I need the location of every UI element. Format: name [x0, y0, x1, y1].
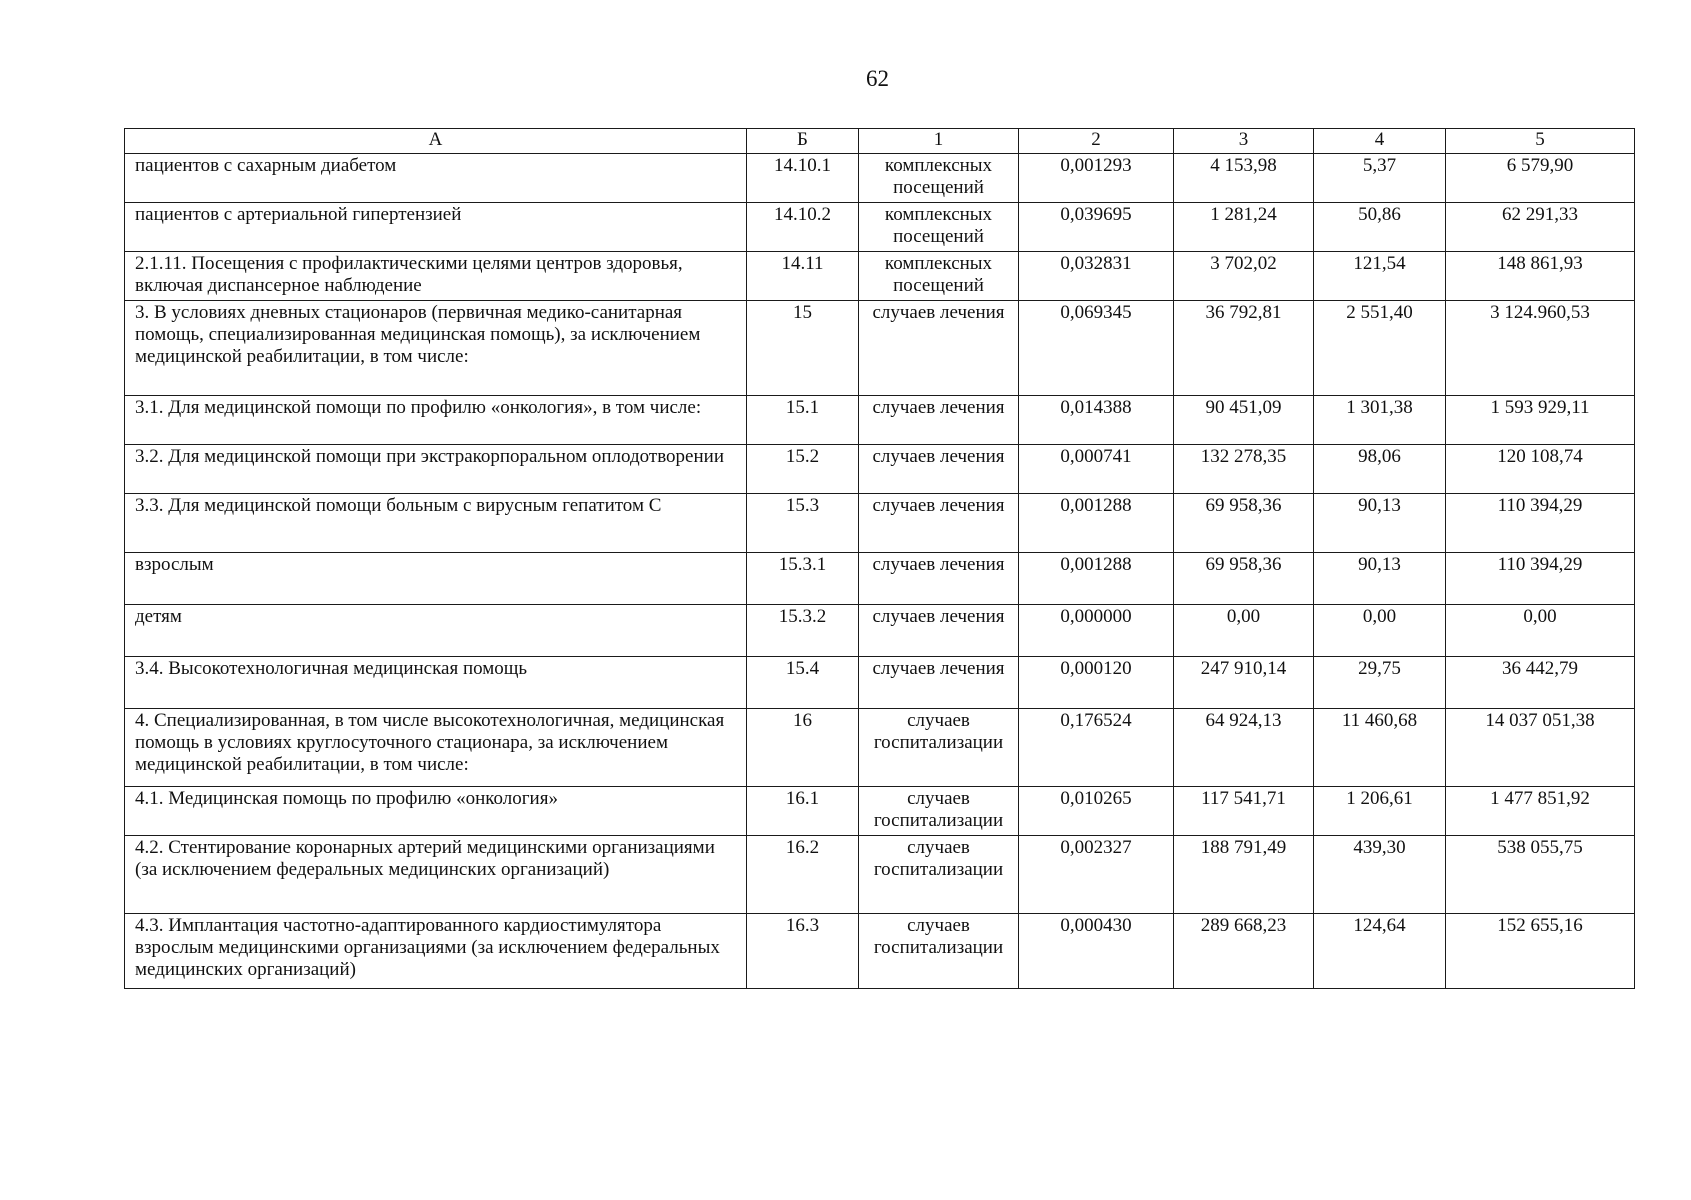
row-name: детям	[125, 605, 747, 657]
row-unit: случаев лечения	[859, 553, 1019, 605]
row-unit: случаев лечения	[859, 396, 1019, 445]
row-value-3: 64 924,13	[1174, 709, 1314, 787]
table-row	[125, 709, 1635, 787]
row-value-2: 0,176524	[1019, 709, 1174, 787]
row-name: пациентов с артериальной гипертензией	[125, 203, 747, 252]
row-code: 15.3	[747, 494, 859, 553]
row-value-5: 3 124.960,53	[1446, 301, 1635, 396]
row-name: 3.4. Высокотехнологичная медицинская помощь	[125, 657, 747, 709]
row-code: 16.1	[747, 787, 859, 836]
header-col-4: 4	[1314, 129, 1446, 154]
row-value-2: 0,000120	[1019, 657, 1174, 709]
row-unit: комплексных посещений	[859, 154, 1019, 203]
row-value-4: 1 301,38	[1314, 396, 1446, 445]
row-code: 15.4	[747, 657, 859, 709]
row-value-4: 124,64	[1314, 914, 1446, 989]
table-row	[125, 203, 1635, 252]
header-col-b: Б	[747, 129, 859, 154]
row-name: 3.1. Для медицинской помощи по профилю «онкология», в том числе:	[125, 396, 747, 445]
row-value-5: 152 655,16	[1446, 914, 1635, 989]
header-col-5: 5	[1446, 129, 1635, 154]
row-value-5: 36 442,79	[1446, 657, 1635, 709]
row-value-5: 14 037 051,38	[1446, 709, 1635, 787]
row-code: 16.2	[747, 836, 859, 914]
header-col-2: 2	[1019, 129, 1174, 154]
table-row	[125, 396, 1635, 445]
row-code: 15.2	[747, 445, 859, 494]
row-value-5: 110 394,29	[1446, 553, 1635, 605]
row-value-4: 1 206,61	[1314, 787, 1446, 836]
row-value-4: 5,37	[1314, 154, 1446, 203]
table-row	[125, 154, 1635, 203]
row-value-5: 0,00	[1446, 605, 1635, 657]
row-value-5: 6 579,90	[1446, 154, 1635, 203]
row-value-3: 69 958,36	[1174, 553, 1314, 605]
row-value-2: 0,069345	[1019, 301, 1174, 396]
row-value-3: 4 153,98	[1174, 154, 1314, 203]
row-unit: случаев госпитализации	[859, 836, 1019, 914]
row-value-3: 69 958,36	[1174, 494, 1314, 553]
row-unit: комплексных посещений	[859, 252, 1019, 301]
row-value-3: 3 702,02	[1174, 252, 1314, 301]
row-value-5: 120 108,74	[1446, 445, 1635, 494]
row-value-2: 0,039695	[1019, 203, 1174, 252]
row-code: 15.3.2	[747, 605, 859, 657]
row-code: 16	[747, 709, 859, 787]
row-value-2: 0,000000	[1019, 605, 1174, 657]
row-unit: комплексных посещений	[859, 203, 1019, 252]
row-name: пациентов с сахарным диабетом	[125, 154, 747, 203]
table-row	[125, 657, 1635, 709]
row-code: 14.10.2	[747, 203, 859, 252]
row-name: 4.2. Стентирование коронарных артерий медицинскими организациями (за исключением федеральных медицинских организаций)	[125, 836, 747, 914]
row-unit: случаев лечения	[859, 657, 1019, 709]
table-row	[125, 836, 1635, 914]
row-name: 3. В условиях дневных стационаров (первичная медико-санитарная помощь, специализированная медицинская помощь), за исключением медицинской реабилитации, в том числе:	[125, 301, 747, 396]
row-value-3: 188 791,49	[1174, 836, 1314, 914]
header-col-1: 1	[859, 129, 1019, 154]
row-value-4: 11 460,68	[1314, 709, 1446, 787]
table-header-row	[125, 129, 1635, 154]
table-row	[125, 494, 1635, 553]
row-name: 4.3. Имплантация частотно-адаптированного кардиостимулятора взрослым медицинскими организациями (за исключением федеральных медицинских организаций)	[125, 914, 747, 989]
row-value-2: 0,001288	[1019, 553, 1174, 605]
row-name: 3.3. Для медицинской помощи больным с вирусным гепатитом С	[125, 494, 747, 553]
row-value-4: 121,54	[1314, 252, 1446, 301]
row-unit: случаев лечения	[859, 445, 1019, 494]
row-value-5: 1 477 851,92	[1446, 787, 1635, 836]
row-code: 15.3.1	[747, 553, 859, 605]
table-row	[125, 787, 1635, 836]
table-row	[125, 605, 1635, 657]
row-unit: случаев госпитализации	[859, 787, 1019, 836]
row-value-4: 90,13	[1314, 494, 1446, 553]
row-value-4: 2 551,40	[1314, 301, 1446, 396]
table-row	[125, 914, 1635, 989]
table-row	[125, 553, 1635, 605]
row-value-4: 29,75	[1314, 657, 1446, 709]
row-value-2: 0,032831	[1019, 252, 1174, 301]
row-value-5: 110 394,29	[1446, 494, 1635, 553]
row-code: 15.1	[747, 396, 859, 445]
row-value-2: 0,000430	[1019, 914, 1174, 989]
row-value-2: 0,001293	[1019, 154, 1174, 203]
row-unit: случаев лечения	[859, 605, 1019, 657]
row-unit: случаев госпитализации	[859, 709, 1019, 787]
page-number: 62	[866, 66, 889, 91]
row-name: 4.1. Медицинская помощь по профилю «онкология»	[125, 787, 747, 836]
row-value-4: 90,13	[1314, 553, 1446, 605]
row-value-3: 90 451,09	[1174, 396, 1314, 445]
row-code: 14.10.1	[747, 154, 859, 203]
row-name: взрослым	[125, 553, 747, 605]
row-value-5: 1 593 929,11	[1446, 396, 1635, 445]
row-value-2: 0,002327	[1019, 836, 1174, 914]
row-value-3: 117 541,71	[1174, 787, 1314, 836]
table-row	[125, 252, 1635, 301]
row-value-4: 50,86	[1314, 203, 1446, 252]
row-value-3: 247 910,14	[1174, 657, 1314, 709]
row-name: 3.2. Для медицинской помощи при экстракорпоральном оплодотворении	[125, 445, 747, 494]
row-value-2: 0,010265	[1019, 787, 1174, 836]
row-value-3: 132 278,35	[1174, 445, 1314, 494]
row-value-2: 0,001288	[1019, 494, 1174, 553]
row-value-5: 148 861,93	[1446, 252, 1635, 301]
row-value-2: 0,000741	[1019, 445, 1174, 494]
header-col-a: А	[125, 129, 747, 154]
row-unit: случаев лечения	[859, 301, 1019, 396]
row-name: 4. Специализированная, в том числе высокотехнологичная, медицинская помощь в условиях круглосуточного стационара, за исключением медицинской реабилитации, в том числе:	[125, 709, 747, 787]
header-col-3: 3	[1174, 129, 1314, 154]
row-value-5: 538 055,75	[1446, 836, 1635, 914]
row-code: 15	[747, 301, 859, 396]
table-row	[125, 445, 1635, 494]
table-row	[125, 301, 1635, 396]
data-table	[124, 128, 1635, 989]
row-unit: случаев лечения	[859, 494, 1019, 553]
row-code: 14.11	[747, 252, 859, 301]
row-name: 2.1.11. Посещения с профилактическими целями центров здоровья, включая диспансерное наблюдение	[125, 252, 747, 301]
row-value-5: 62 291,33	[1446, 203, 1635, 252]
row-value-4: 98,06	[1314, 445, 1446, 494]
row-value-2: 0,014388	[1019, 396, 1174, 445]
row-value-3: 0,00	[1174, 605, 1314, 657]
row-code: 16.3	[747, 914, 859, 989]
row-value-3: 36 792,81	[1174, 301, 1314, 396]
row-value-4: 439,30	[1314, 836, 1446, 914]
row-value-3: 289 668,23	[1174, 914, 1314, 989]
row-value-4: 0,00	[1314, 605, 1446, 657]
row-unit: случаев госпитализации	[859, 914, 1019, 989]
row-value-3: 1 281,24	[1174, 203, 1314, 252]
